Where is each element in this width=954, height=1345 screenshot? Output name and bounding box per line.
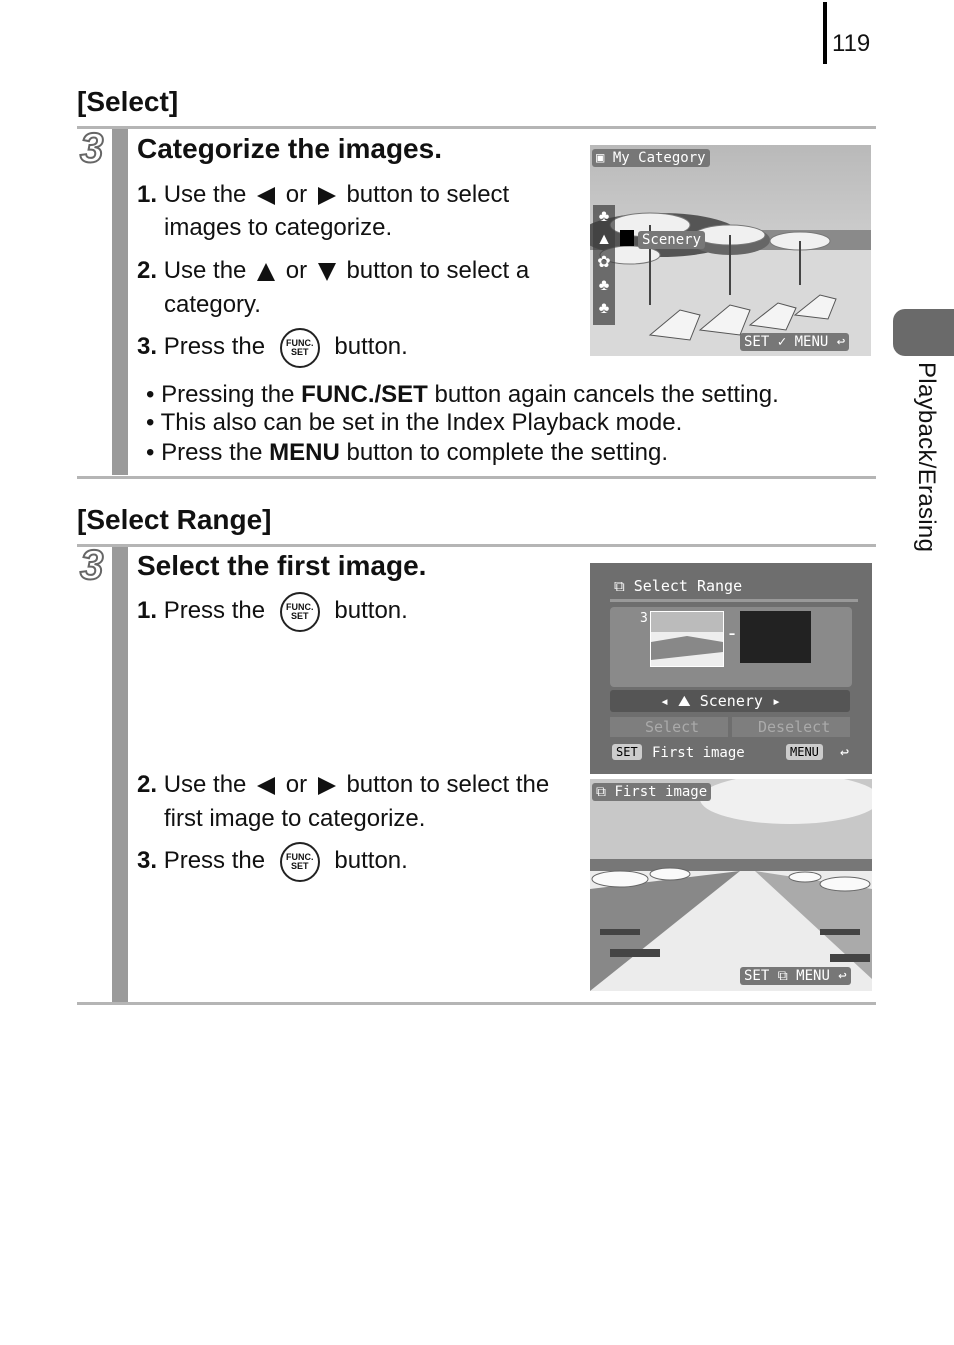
step-bar [112,129,128,475]
bullet-note: • This also can be set in the Index Playback mode. [146,409,683,436]
divider [77,476,876,479]
beach-photo [590,779,872,991]
return-icon: ↩ [840,743,850,761]
set-indicator: SET ⧉ MENU ↩ [740,967,851,985]
first-thumbnail [650,611,724,667]
right-arrow-icon [318,777,336,795]
step-title: Categorize the images. [137,133,442,164]
instruction-2-cont: first image to categorize. [164,805,426,832]
side-tab [893,309,954,356]
func-set-icon: FUNC. SET [280,842,320,882]
category-swatch [620,230,634,246]
divider [77,1002,876,1005]
select-option-label: Select [645,718,700,736]
set-indicator: SET [612,744,642,760]
menu-indicator: MENU [786,744,823,760]
section-heading-select: [Select] [77,86,179,117]
page-number-bar [823,2,827,64]
bullet-note: • Pressing the FUNC./SET button again cancels the setting. [146,381,779,408]
left-arrow-icon [257,777,275,795]
category-selector-label: ◂ ⛰ Scenery ▸ [660,692,781,710]
left-arrow-icon [257,187,275,205]
step-number: 3 [80,541,104,588]
hint-text: First image [652,745,745,761]
set-indicator: SET ✓ MENU ↩ [740,333,849,351]
instruction-2-cont: category. [164,291,261,318]
up-arrow-icon [257,263,275,281]
instruction-2: 2. Use the or button to select a [137,257,530,284]
screen-title: ▣ My Category [592,149,710,167]
range-index: 3 [640,611,648,626]
func-set-icon: FUNC. SET [280,592,320,632]
last-thumbnail [740,611,811,663]
screen-title: ⧉ First image [592,783,711,801]
instruction-2: 2. Use the or button to select the [137,771,550,798]
category-icons: ♣ ▲ ✿ ♣ ♣ [593,205,615,325]
instruction-1-cont: images to categorize. [164,214,393,241]
step-bar [112,547,128,1002]
right-arrow-icon [318,187,336,205]
divider [77,544,876,547]
title-underline [610,599,858,602]
instruction-1: 1. Press the FUNC. SET button. [137,590,408,632]
camera-screen-my-category [590,145,871,356]
divider [77,126,876,129]
beach-photo [590,145,871,356]
page-number: 119 [832,30,871,57]
instruction-3: 3. Press the FUNC. SET button. [137,326,408,368]
func-set-icon: FUNC. SET [280,328,320,368]
instruction-3: 3. Press the FUNC. SET button. [137,840,408,882]
deselect-option-label: Deselect [758,718,831,736]
bullet-note: • Press the MENU button to complete the setting. [146,439,669,466]
down-arrow-icon [318,263,336,281]
side-tab-label: Playback/Erasing [913,362,940,553]
range-dash: - [726,621,739,645]
category-label: Scenery [638,231,705,249]
step-number: 3 [80,124,104,171]
camera-screen-first-image [590,779,872,991]
instruction-1: 1. Use the or button to select [137,181,510,208]
screen-title: ⧉ Select Range [614,577,743,595]
camera-screen-select-range [590,563,872,774]
section-heading-select-range: [Select Range] [77,504,272,535]
step-title: Select the first image. [137,550,427,581]
